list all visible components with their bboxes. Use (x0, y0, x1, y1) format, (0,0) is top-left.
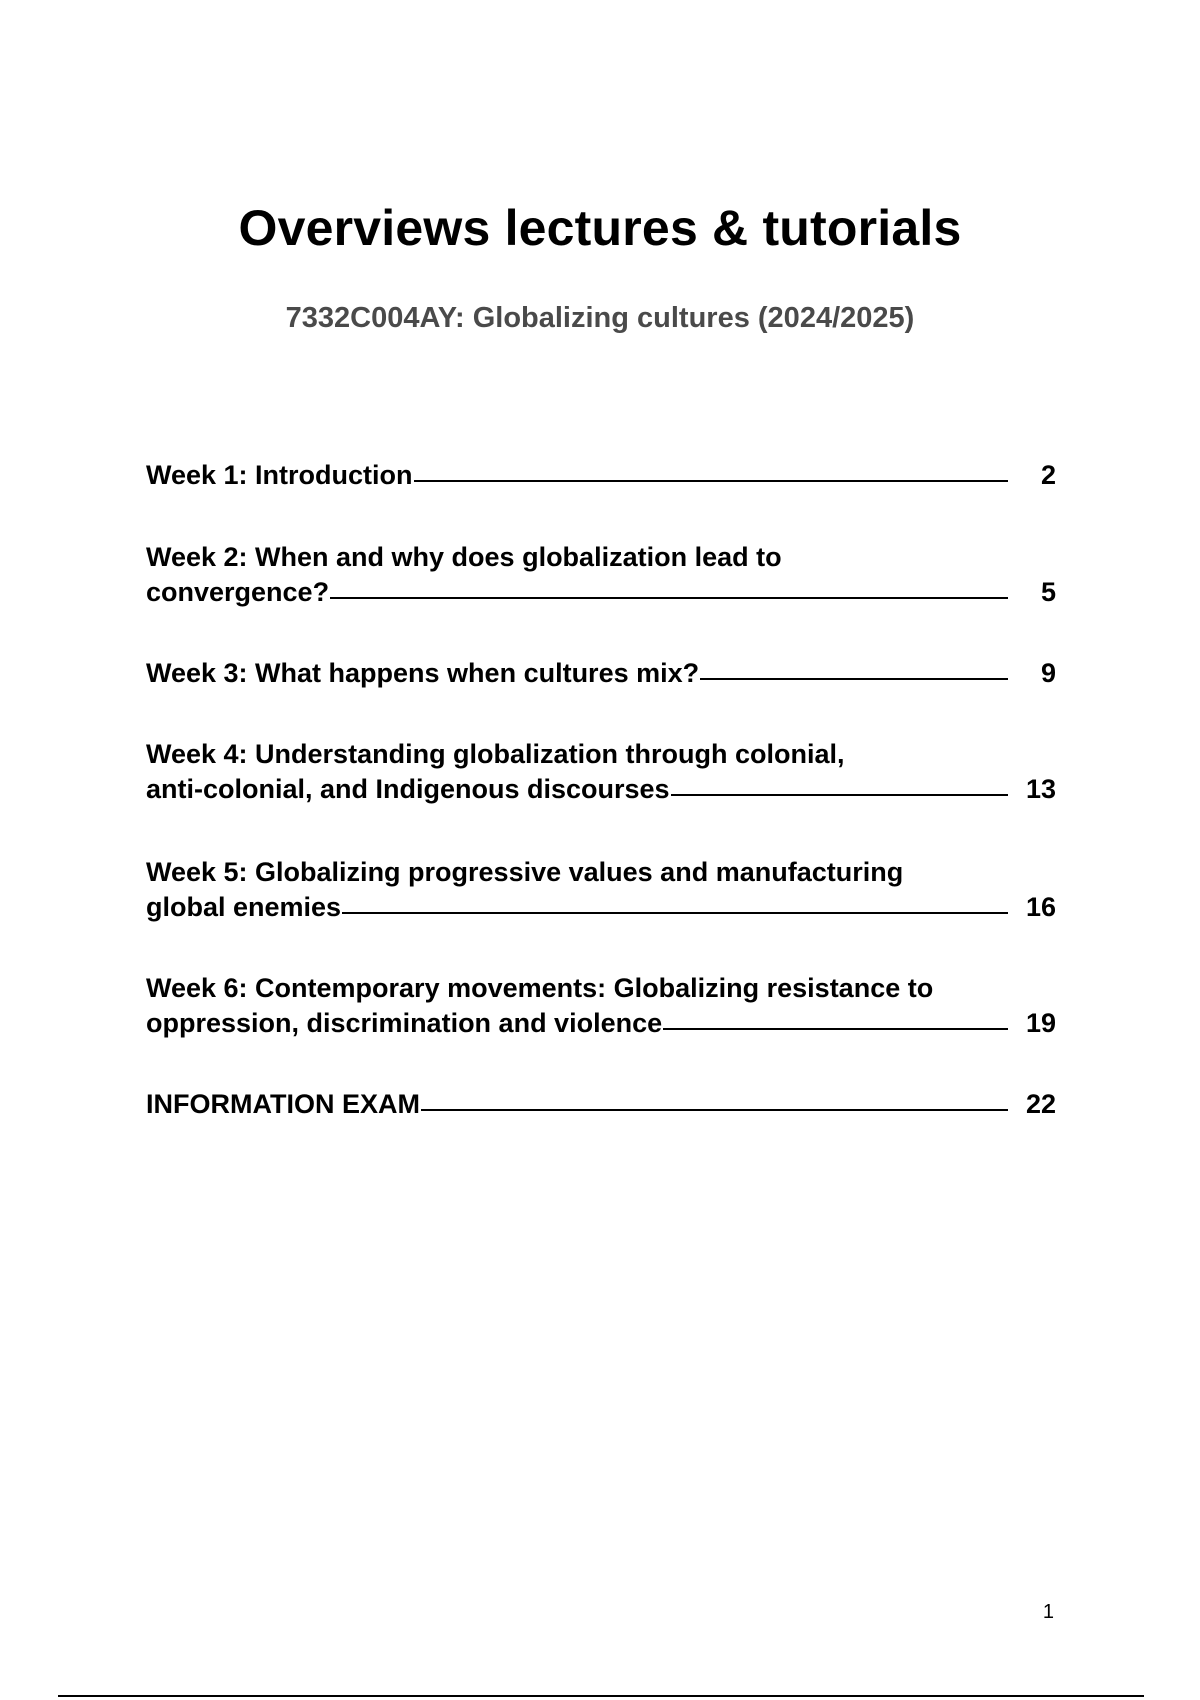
toc-leader-line (700, 677, 1008, 680)
toc-entry-week-5[interactable] (146, 855, 1056, 925)
page-number: 1 (1042, 1601, 1054, 1623)
page-title: Overviews lectures & tutorials (238, 200, 962, 256)
toc-page-number: 9 (1040, 658, 1056, 688)
toc-entry-title: Week 6: Contemporary movements: Globalizing resistance to (146, 973, 934, 1003)
toc-page-number: 2 (1040, 460, 1056, 490)
toc-page-number: 13 (1025, 774, 1056, 804)
course-subtitle: 7332C004AY: Globalizing cultures (2024/2025) (285, 302, 915, 334)
toc-entry-title-continued: convergence? (146, 577, 330, 607)
toc-entry-week-1[interactable] (146, 458, 1056, 493)
toc-entry-title: Week 1: Introduction (146, 460, 413, 490)
toc-entry-information-exam[interactable] (146, 1087, 1056, 1122)
toc-entry-week-4[interactable] (146, 737, 1056, 807)
toc-entry-title: Week 4: Understanding globalization through colonial, (146, 739, 845, 769)
toc-entry-title: Week 5: Globalizing progressive values and manufacturing (146, 857, 904, 887)
toc-leader-line (671, 793, 1008, 796)
toc-entry-title-continued: global enemies (146, 892, 342, 922)
toc-leader-line (414, 479, 1008, 482)
toc-leader-line (663, 1027, 1008, 1030)
toc-entry-week-2[interactable] (146, 540, 1056, 610)
toc-entry-title: Week 2: When and why does globalization lead to (146, 542, 782, 572)
toc-leader-line (330, 596, 1008, 599)
toc-entry-title-continued: oppression, discrimination and violence (146, 1008, 663, 1038)
toc-leader-line (342, 911, 1008, 914)
toc-entry-week-6[interactable] (146, 971, 1056, 1041)
toc-entry-title-continued: anti-colonial, and Indigenous discourses (146, 774, 670, 804)
toc-entry-title: Week 3: What happens when cultures mix? (146, 658, 700, 688)
toc-page-number: 16 (1025, 892, 1056, 922)
footer-divider (58, 1695, 1144, 1697)
toc-page-number: 19 (1025, 1008, 1056, 1038)
toc-leader-line (421, 1108, 1008, 1111)
toc-page-number: 22 (1025, 1089, 1056, 1119)
toc-entry-title: INFORMATION EXAM (146, 1089, 420, 1119)
toc-entry-week-3[interactable] (146, 656, 1056, 691)
toc-page-number: 5 (1040, 577, 1056, 607)
